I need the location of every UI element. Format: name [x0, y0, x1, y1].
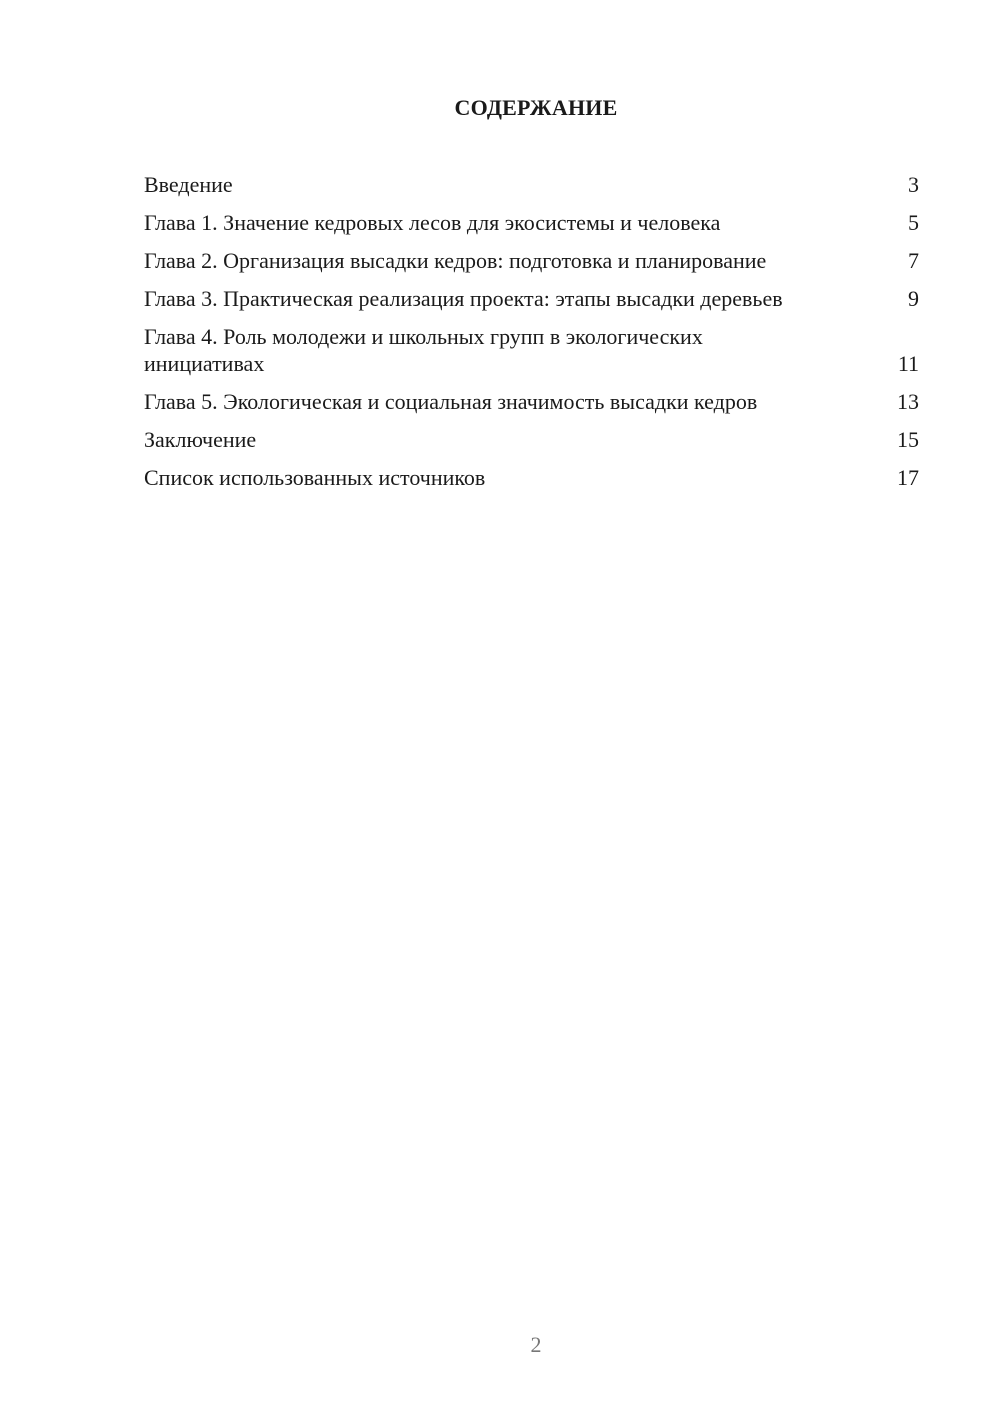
table-of-contents: [144, 171, 919, 502]
toc-entry-chapter-1: [144, 209, 919, 236]
toc-entry-page: 3: [908, 172, 919, 197]
toc-entry-chapter-3: [144, 285, 919, 312]
toc-title: СОДЕРЖАНИЕ: [454, 95, 618, 120]
toc-entry-page: 5: [908, 210, 919, 235]
toc-entry-references: [144, 464, 919, 491]
toc-entry-page: 7: [908, 248, 919, 273]
toc-entry-text: Глава 5. Экологическая и социальная значимость высадки кедров: [144, 389, 758, 414]
toc-entry-text: Заключение: [144, 427, 257, 452]
toc-entry-page: 11: [897, 351, 919, 376]
toc-entry-text: Введение: [144, 172, 233, 197]
toc-entry-text: Глава 4. Роль молодежи и школьных групп в экологических инициативах: [144, 324, 703, 376]
toc-entry-chapter-2: [144, 247, 919, 274]
page-number: 2: [530, 1332, 542, 1357]
toc-entry-conclusion: [144, 426, 919, 453]
toc-entry-introduction: [144, 171, 919, 198]
toc-entry-text: Глава 1. Значение кедровых лесов для экосистемы и человека: [144, 210, 721, 235]
toc-entry-page: 17: [897, 465, 919, 490]
toc-entry-text: Список использованных источников: [144, 465, 486, 490]
toc-entry-page: 15: [897, 427, 919, 452]
toc-entry-text: Глава 3. Практическая реализация проекта: этапы высадки деревьев: [144, 286, 783, 311]
toc-entry-page: 9: [908, 286, 919, 311]
toc-entry-page: 13: [897, 389, 919, 414]
toc-entry-chapter-5: [144, 388, 919, 415]
toc-entry-chapter-4: [144, 323, 919, 377]
toc-entry-text: Глава 2. Организация высадки кедров: подготовка и планирование: [144, 248, 767, 273]
